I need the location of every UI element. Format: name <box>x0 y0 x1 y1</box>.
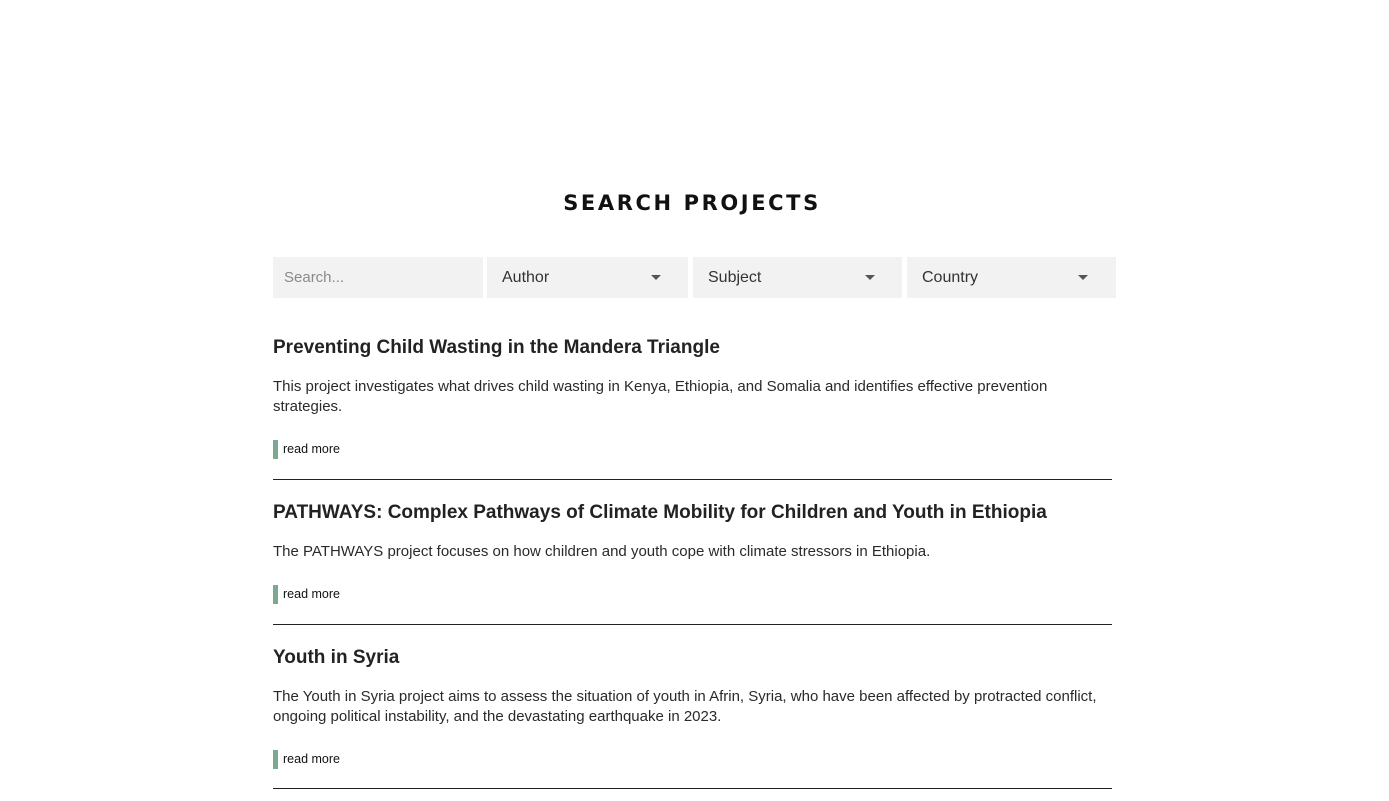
project-title[interactable]: Preventing Child Wasting in the Mandera Triangle <box>273 337 720 358</box>
page-title: SEARCH PROJECTS <box>563 191 821 215</box>
search-field[interactable] <box>273 257 483 298</box>
caret-down-icon <box>1078 275 1088 280</box>
project-item <box>273 336 1112 480</box>
author-select[interactable] <box>487 257 688 298</box>
project-description: This project investigates what drives child wasting in Kenya, Ethiopia, and Somalia and identifies effective prevention strategies. <box>273 378 1048 415</box>
author-select-label: Author <box>502 269 550 286</box>
search-input[interactable] <box>273 257 483 298</box>
caret-down-icon <box>651 275 661 280</box>
project-title[interactable]: PATHWAYS: Complex Pathways of Climate Mobility for Children and Youth in Ethiopia <box>273 502 1047 523</box>
country-select[interactable] <box>907 257 1116 298</box>
subject-select-label: Subject <box>708 269 762 286</box>
country-select-label: Country <box>922 269 979 286</box>
read-more-link[interactable]: read more <box>273 750 340 769</box>
caret-down-icon <box>865 275 875 280</box>
project-title[interactable]: Youth in Syria <box>273 647 400 668</box>
read-more-link[interactable]: read more <box>273 440 340 459</box>
project-description: The PATHWAYS project focuses on how children and youth cope with climate stressors in Ethiopia. <box>273 543 931 560</box>
read-more-link[interactable]: read more <box>273 585 340 604</box>
subject-select[interactable] <box>693 257 902 298</box>
project-item <box>273 646 1112 789</box>
project-item <box>273 501 1112 625</box>
project-description: The Youth in Syria project aims to assess the situation of youth in Afrin, Syria, who have been affected by protracted conflict, ongoing political instability, and the devastating earthquake in 2023. <box>273 688 1097 725</box>
